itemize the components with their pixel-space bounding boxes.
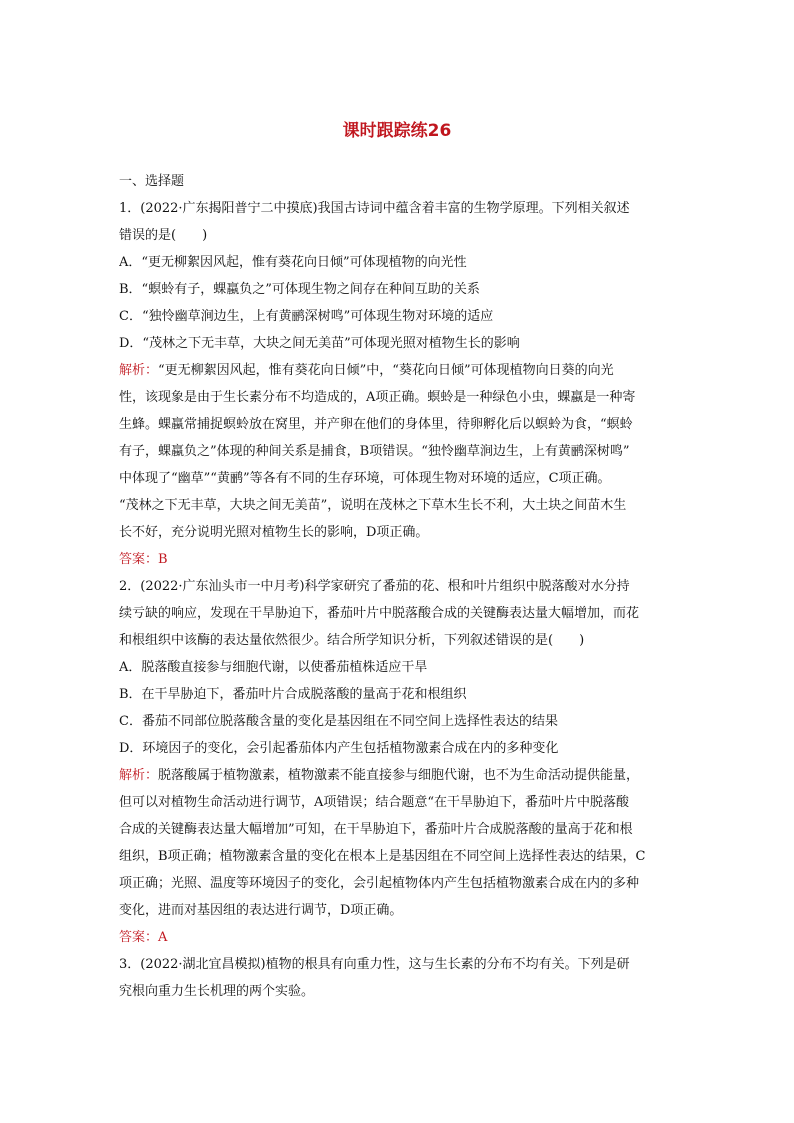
question-stem-line: 究根向重力生长机理的两个实验。 (119, 984, 315, 999)
answer-label: 答案： (119, 930, 159, 945)
analysis-line: “茂林之下无丰草，大块之间无美苗”，说明在茂林之下草木生长不利，大土块之间苗木生 (119, 498, 627, 513)
answer-value: A (158, 930, 168, 945)
answer-label: 答案： (119, 552, 159, 567)
document-body (119, 168, 679, 1005)
option-a: A．“更无柳絮因风起，惟有葵花向日倾”可体现植物的向光性 (119, 255, 467, 270)
question-2 (119, 573, 679, 951)
option-b: B．在干旱胁迫下，番茄叶片合成脱落酸的量高于花和根组织 (119, 687, 467, 702)
section-heading: 一、选择题 (119, 174, 185, 189)
analysis-line: 性，该现象是由于生长素分布不均造成的，A项正确。螟蛉是一种绿色小虫，蜾蠃是一种寄 (119, 390, 636, 405)
option-c: C．番茄不同部位脱落酸含量的变化是基因组在不同空间上选择性表达的结果 (119, 714, 558, 729)
analysis-line: 但可以对植物生命活动进行调节，A项错误；结合题意“在干旱胁迫下，番茄叶片中脱落酸 (119, 795, 630, 810)
option-c: C．“独怜幽草涧边生，上有黄鹂深树鸣”可体现生物对环境的适应 (119, 309, 494, 324)
analysis-line: 项正确；光照、温度等环境因子的变化，会引起植物体内产生包括植物激素合成在内的多种 (119, 876, 640, 891)
question-1 (119, 195, 679, 573)
question-stem-line: 3．(2022·湖北宜昌模拟)植物的根具有向重力性，这与生长素的分布不均有关。下列是研 (119, 957, 630, 972)
answer-line (119, 924, 679, 951)
analysis-line: 生蜂。蜾蠃常捕捉螟蛉放在窝里，并产卵在他们的身体里，待卵孵化后以螟蛉为食，“螟蛉 (119, 417, 633, 432)
option-b: B．“螟蛉有子，蜾蠃负之”可体现生物之间存在种间互助的关系 (119, 282, 480, 297)
analysis-label: 解析： (119, 363, 159, 378)
analysis-line: 变化，进而对基因组的表达进行调节，D项正确。 (119, 903, 403, 918)
question-3 (119, 951, 679, 1005)
analysis-line (119, 762, 679, 789)
answer-line (119, 546, 679, 573)
question-stem-line: 2．(2022·广东汕头市一中月考)科学家研究了番茄的花、根和叶片组织中脱落酸对水分持 (119, 579, 630, 594)
question-stem-line: 续亏缺的响应，发现在干旱胁迫下，番茄叶片中脱落酸合成的关键酶表达量大幅增加，而花 (119, 606, 640, 621)
page-title: 课时跟踪练26 (342, 121, 452, 141)
analysis-line: 长不好，充分说明光照对植物生长的影响，D项正确。 (119, 525, 429, 540)
analysis-line (119, 357, 679, 384)
question-stem-line: 1．(2022·广东揭阳普宁二中摸底)我国古诗词中蕴含着丰富的生物学原理。下列相关叙述 (119, 201, 630, 216)
analysis-text: “更无柳絮因风起，惟有葵花向日倾”中，“葵花向日倾”可体现植物向日葵的向光 (158, 363, 614, 378)
question-stem-line: 错误的是( ) (119, 228, 208, 243)
option-d: D．“茂林之下无丰草，大块之间无美苗”可体现光照对植物生长的影响 (119, 336, 520, 351)
analysis-line: 有子，蜾蠃负之”体现的种间关系是捕食，B项错误。“独怜幽草涧边生，上有黄鹂深树鸣” (119, 444, 630, 459)
analysis-text: 脱落酸属于植物激素，植物激素不能直接参与细胞代谢，也不为生命活动提供能量， (158, 768, 640, 783)
analysis-label: 解析： (119, 768, 159, 783)
answer-value: B (158, 552, 168, 567)
option-a: A．脱落酸直接参与细胞代谢，以使番茄植株适应干旱 (119, 660, 428, 675)
analysis-line: 合成的关键酶表达量大幅增加”可知，在干旱胁迫下，番茄叶片合成脱落酸的量高于花和根 (119, 822, 633, 837)
analysis-line: 中体现了“幽草”“黄鹂”等各有不同的生存环境，可体现生物对环境的适应，C项正确。 (119, 471, 611, 486)
analysis-line: 组织，B项正确；植物激素含量的变化在根本上是基因组在不同空间上选择性表达的结果，C (119, 849, 646, 864)
option-d: D．环境因子的变化，会引起番茄体内产生包括植物激素合成在内的多种变化 (119, 741, 559, 756)
question-stem-line: 和根组织中该酶的表达量依然很少。结合所学知识分析，下列叙述错误的是( ) (119, 633, 585, 648)
